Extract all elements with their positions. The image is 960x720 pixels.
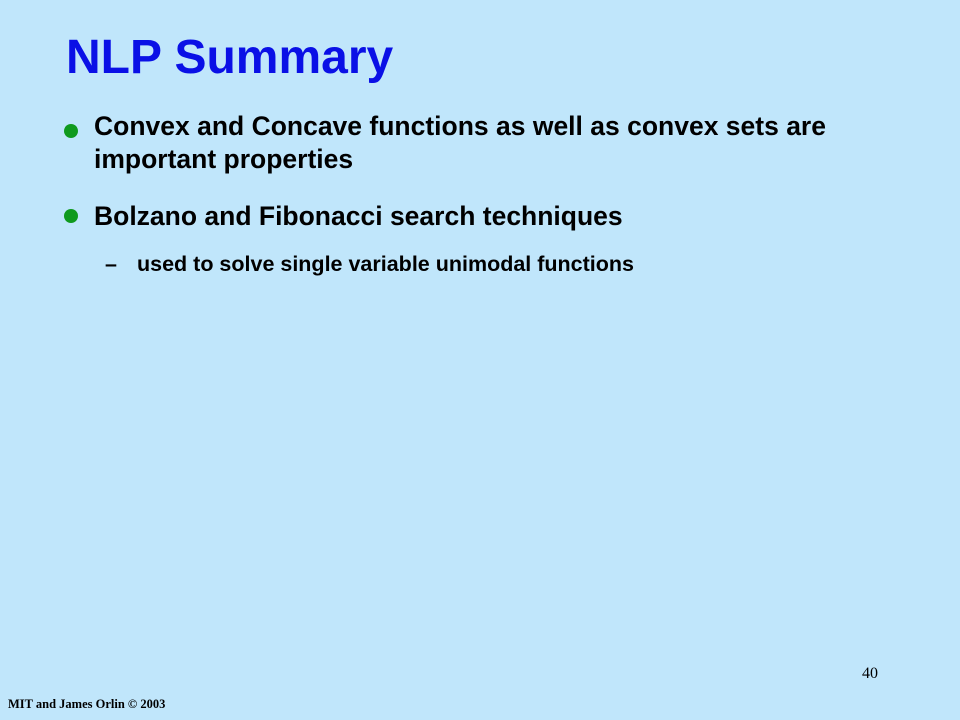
bullet-text: Bolzano and Fibonacci search techniques (94, 201, 623, 231)
bullet-text: Convex and Concave functions as well as convex sets are important properties (94, 111, 826, 174)
bullet-dot-icon (64, 124, 78, 138)
dash-icon: – (105, 252, 117, 276)
slide-title: NLP Summary (66, 31, 394, 84)
sub-bullet-item (105, 249, 905, 279)
footer-copyright: MIT and James Orlin © 2003 (8, 697, 166, 711)
sub-bullet-text: used to solve single variable unimodal functions (137, 252, 634, 276)
bullet-dot-icon (64, 209, 78, 223)
page-number: 40 (862, 665, 878, 682)
